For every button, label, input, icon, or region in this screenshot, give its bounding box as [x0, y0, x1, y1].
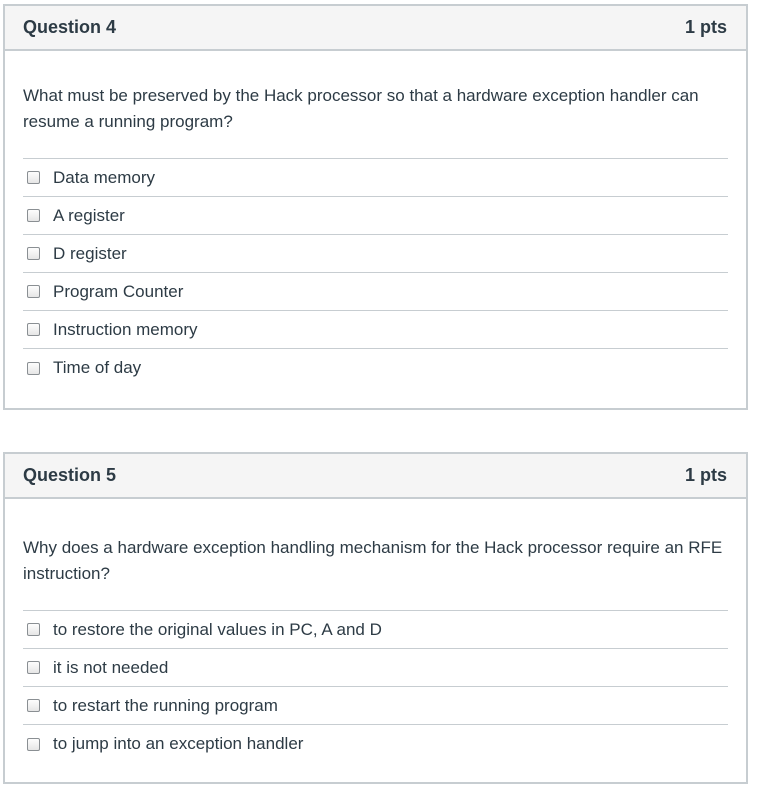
- answer-label[interactable]: to restart the running program: [53, 695, 278, 715]
- answer-option[interactable]: [23, 197, 728, 235]
- answer-option[interactable]: [23, 159, 728, 197]
- answer-label[interactable]: Time of day: [53, 358, 142, 377]
- checkbox[interactable]: [27, 738, 40, 751]
- answer-list: [23, 610, 728, 763]
- answer-list: [23, 158, 728, 387]
- question-text: Why does a hardware exception handling mechanism for the Hack processor require an RFE instruction?: [23, 538, 723, 583]
- answer-label[interactable]: Program Counter: [53, 281, 184, 301]
- checkbox[interactable]: [27, 323, 40, 336]
- question-header: [5, 454, 746, 499]
- checkbox[interactable]: [27, 285, 40, 298]
- checkbox[interactable]: [27, 247, 40, 260]
- answer-option[interactable]: [23, 611, 728, 649]
- answer-option[interactable]: [23, 349, 728, 387]
- question-title: Question 4: [23, 17, 117, 37]
- answer-label[interactable]: A register: [53, 205, 125, 225]
- checkbox[interactable]: [27, 171, 40, 184]
- answer-option[interactable]: [23, 311, 728, 349]
- answer-label[interactable]: Data memory: [53, 167, 156, 187]
- question-header: [5, 6, 746, 51]
- answer-label[interactable]: Instruction memory: [53, 319, 198, 339]
- question-title: Question 5: [23, 465, 117, 485]
- answer-label[interactable]: D register: [53, 243, 127, 263]
- checkbox[interactable]: [27, 699, 40, 712]
- question-4-card: [3, 4, 748, 410]
- checkbox[interactable]: [27, 661, 40, 674]
- question-points: 1 pts: [684, 465, 727, 485]
- question-5-card: [3, 452, 748, 784]
- checkbox[interactable]: [27, 209, 40, 222]
- answer-label[interactable]: to jump into an exception handler: [53, 734, 304, 753]
- answer-label[interactable]: it is not needed: [53, 657, 169, 677]
- answer-option[interactable]: [23, 687, 728, 725]
- answer-option[interactable]: [23, 725, 728, 763]
- answer-option[interactable]: [23, 649, 728, 687]
- answer-option[interactable]: [23, 273, 728, 311]
- checkbox[interactable]: [27, 362, 40, 375]
- answer-label[interactable]: to restore the original values in PC, A and D: [53, 619, 382, 639]
- checkbox[interactable]: [27, 623, 40, 636]
- question-points: 1 pts: [684, 17, 727, 37]
- answer-option[interactable]: [23, 235, 728, 273]
- question-text: What must be preserved by the Hack processor so that a hardware exception handler can resume a running program?: [23, 86, 699, 131]
